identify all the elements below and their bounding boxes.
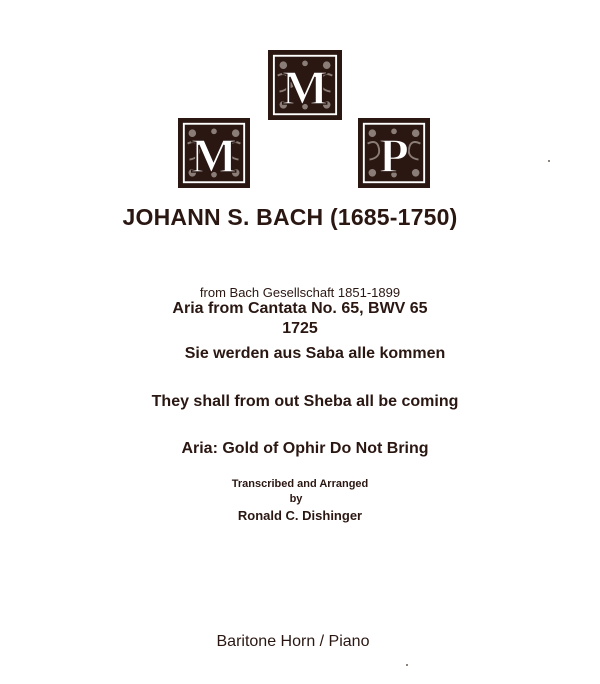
composer-heading: JOHANN S. BACH (1685-1750) <box>122 204 458 230</box>
ornament-m-icon <box>180 120 248 186</box>
ornament-p-icon <box>360 120 428 186</box>
svg-text:P: P <box>379 127 409 183</box>
logo-tile-m-top <box>268 50 342 120</box>
svg-text:M: M <box>190 127 238 183</box>
transcribed-credit: Transcribed and Arranged <box>231 478 369 490</box>
cantata-line: Aria from Cantata No. 65, BWV 65 <box>172 300 428 317</box>
german-title: Sie werden aus Saba alle kommen <box>184 345 446 362</box>
scan-speck <box>548 160 550 162</box>
svg-text:M: M <box>281 59 329 115</box>
source-note: from Bach Gesellschaft 1851-1899 <box>199 285 401 300</box>
by-credit: by <box>289 493 303 505</box>
ornament-m-icon <box>270 52 340 118</box>
year-line: 1725 <box>282 320 318 337</box>
english-title: They shall from out Sheba all be coming <box>151 393 459 410</box>
aria-subtitle: Aria: Gold of Ophir Do Not Bring <box>181 440 429 457</box>
logo-tile-m-left <box>178 118 250 188</box>
arranger-name: Ronald C. Dishinger <box>237 508 363 523</box>
scan-speck <box>406 664 408 666</box>
logo-tile-p-right <box>358 118 430 188</box>
instrumentation-line: Baritone Horn / Piano <box>216 633 370 650</box>
